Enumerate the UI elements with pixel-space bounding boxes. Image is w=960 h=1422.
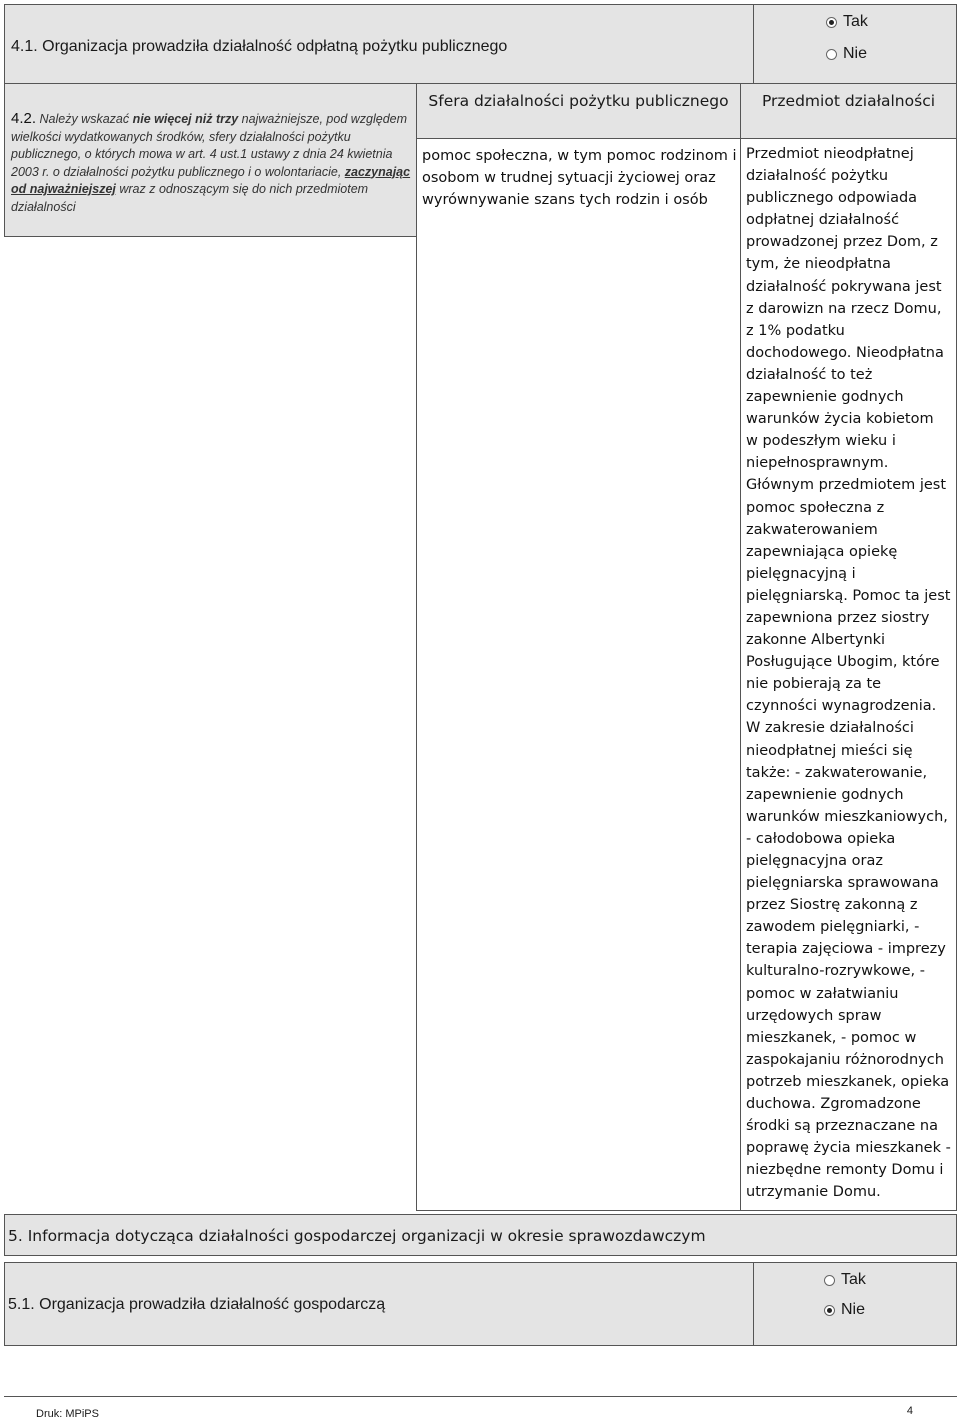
przedmiot-line: niepełnosprawnym. xyxy=(746,455,889,472)
radio-nie-unchecked-icon[interactable] xyxy=(826,49,837,60)
przedmiot-line: odpłatnej działalność xyxy=(746,212,900,229)
przedmiot-line: pomoc w załatwianiu xyxy=(746,985,899,1002)
przedmiot-line: zawodem pielęgniarki, - xyxy=(746,919,920,936)
przedmiot-line: utrzymanie Domu. xyxy=(746,1184,881,1201)
footer-print-label: Druk: MPiPS xyxy=(36,1408,99,1420)
radio-tak-unchecked-icon[interactable] xyxy=(824,1275,835,1286)
instruction-part-2: najważniejsze, pod względem wielkości wydatkowanych środków, sfery działalności pożytku publicznego, o których mowa w art. 4 ust.1 ustawy z dnia 24 kwietnia 2003 r. o działalności pożytku publicznego i o wolontariacie, xyxy=(11,112,408,179)
przedmiot-line: Głównym przedmiotem jest xyxy=(746,477,947,494)
header-przedmiot: Przedmiot działalności xyxy=(761,92,936,110)
przedmiot-line: pielęgnacyjna oraz xyxy=(746,853,883,869)
przedmiot-line: zapewniająca opiekę xyxy=(746,543,898,560)
przedmiot-line: prowadzonej przez Dom, z xyxy=(746,234,938,251)
instruction-part-3: wraz z odnoszącym się do nich przedmiotem działalności xyxy=(11,182,369,214)
przedmiot-line: pielęgniarską. Pomoc ta jest xyxy=(746,587,951,604)
przedmiot-line: zapewnienie godnych xyxy=(746,389,904,406)
question-4-1-options-cell xyxy=(753,4,957,84)
przedmiot-line: publicznego odpowiada xyxy=(746,190,918,207)
przedmiot-line: niezbędne remonty Domu i xyxy=(746,1162,944,1179)
question-5-1-label: 5.1. Organizacja prowadziła działalność gospodarczą xyxy=(8,1296,386,1313)
przedmiot-line: działalność pokrywana jest xyxy=(746,278,942,295)
footer-page-number: 4 xyxy=(906,1405,913,1417)
radio-tak-label: Tak xyxy=(841,1271,866,1288)
przedmiot-line: zakwaterowaniem xyxy=(746,521,878,538)
question-4-2-instruction xyxy=(11,110,421,216)
przedmiot-line: poprawę życia mieszkanek - xyxy=(746,1140,951,1157)
przedmiot-line: tym, że nieodpłatna xyxy=(746,256,891,273)
sfera-text: pomoc społeczna, w tym pomoc rodzinom i osobom w trudnej sytuacji życiowej oraz wyrównywanie szans tych rodzin i osób xyxy=(422,148,737,209)
przedmiot-line: kulturalno-rozrywkowe, - xyxy=(746,963,925,980)
przedmiot-line: W zakresie działalności xyxy=(746,720,914,737)
przedmiot-line: także: - zakwaterowanie, xyxy=(746,764,928,781)
przedmiot-line: potrzeb mieszkanek, opieka xyxy=(746,1073,950,1090)
przedmiot-line: przez Siostrę zakonną z xyxy=(746,897,918,914)
header-sfera: Sfera działalności pożytku publicznego xyxy=(428,92,729,110)
section-5-title-cell xyxy=(4,1214,957,1256)
radio-nie-checked-icon[interactable] xyxy=(824,1305,835,1316)
przedmiot-line: nieodpłatnej mieści się xyxy=(746,742,913,759)
przedmiot-line: działalność pożytku xyxy=(746,168,889,185)
przedmiot-line: w podeszłym wieku i xyxy=(746,433,896,450)
przedmiot-line: urzędowych spraw xyxy=(746,1007,882,1024)
przedmiot-line: czynności wynagrodzenia. xyxy=(746,698,937,715)
przedmiot-line: zapewnienie godnych xyxy=(746,786,904,803)
footer-bar xyxy=(4,1396,957,1421)
przedmiot-line: środki są przeznaczane na xyxy=(746,1118,939,1135)
przedmiot-line: mieszkanek, - pomoc w xyxy=(746,1029,917,1046)
przedmiot-line: duchowa. Zgromadzone xyxy=(746,1096,921,1113)
przedmiot-line: Przedmiot nieodpłatnej xyxy=(746,146,914,162)
question-4-1-label-cell xyxy=(4,4,754,84)
radio-nie-label: Nie xyxy=(841,1301,866,1318)
przedmiot-line: nie pobierają za te xyxy=(746,676,882,693)
instruction-part-1: Należy wskazać xyxy=(36,112,133,126)
przedmiot-line: zapewniona przez siostry xyxy=(746,609,930,626)
przedmiot-line: terapia zajęciowa - imprezy xyxy=(746,941,946,958)
radio-tak-checked-icon[interactable] xyxy=(826,17,837,28)
przedmiot-line: z 1% podatku xyxy=(746,322,845,339)
instruction-bold: nie więcej niż trzy xyxy=(132,112,239,126)
radio-option-tak[interactable] xyxy=(824,1271,866,1289)
radio-tak-label: Tak xyxy=(843,13,868,30)
question-5-1-label-cell xyxy=(4,1262,754,1346)
radio-option-nie[interactable] xyxy=(826,45,867,63)
przedmiot-line: zakonne Albertynki xyxy=(746,632,886,649)
sfera-cell[interactable] xyxy=(416,138,741,1211)
przedmiot-line: warunków życia kobietom xyxy=(746,411,934,428)
przedmiot-line: pomoc społeczna z xyxy=(746,499,885,516)
przedmiot-text xyxy=(746,143,956,1204)
header-sfera-cell xyxy=(416,83,741,139)
przedmiot-cell[interactable] xyxy=(740,138,957,1211)
przedmiot-line: Posługujące Ubogim, które xyxy=(746,654,940,671)
question-4-2-number: 4.2. xyxy=(11,110,37,127)
instruction-bold-underline: zaczynając od najważniejszej xyxy=(11,164,411,196)
przedmiot-line: pielęgniarska sprawowana xyxy=(746,875,939,892)
przedmiot-line: dochodowego. Nieodpłatna xyxy=(746,344,944,361)
header-przedmiot-cell xyxy=(740,83,957,139)
przedmiot-line: warunków mieszkaniowych, xyxy=(746,808,948,825)
section-5-title: 5. Informacja dotycząca działalności gospodarczej organizacji w okresie sprawozdawczym xyxy=(8,1227,706,1245)
przedmiot-line: - całodobowa opieka xyxy=(746,830,896,847)
przedmiot-line: zaspokajaniu różnorodnych xyxy=(746,1051,944,1068)
radio-nie-label: Nie xyxy=(843,45,868,62)
przedmiot-line: działalność to też xyxy=(746,366,873,383)
przedmiot-line: z darowizn na rzecz Domu, xyxy=(746,300,942,317)
question-4-1-label: 4.1. Organizacja prowadziła działalność odpłatną pożytku publicznego xyxy=(11,38,508,55)
radio-option-tak[interactable] xyxy=(826,13,868,31)
przedmiot-line: pielęgnacyjną i xyxy=(746,565,856,582)
radio-option-nie[interactable] xyxy=(824,1301,865,1319)
question-4-2-instruction-cell xyxy=(4,83,417,237)
question-5-1-options-cell xyxy=(753,1262,957,1346)
